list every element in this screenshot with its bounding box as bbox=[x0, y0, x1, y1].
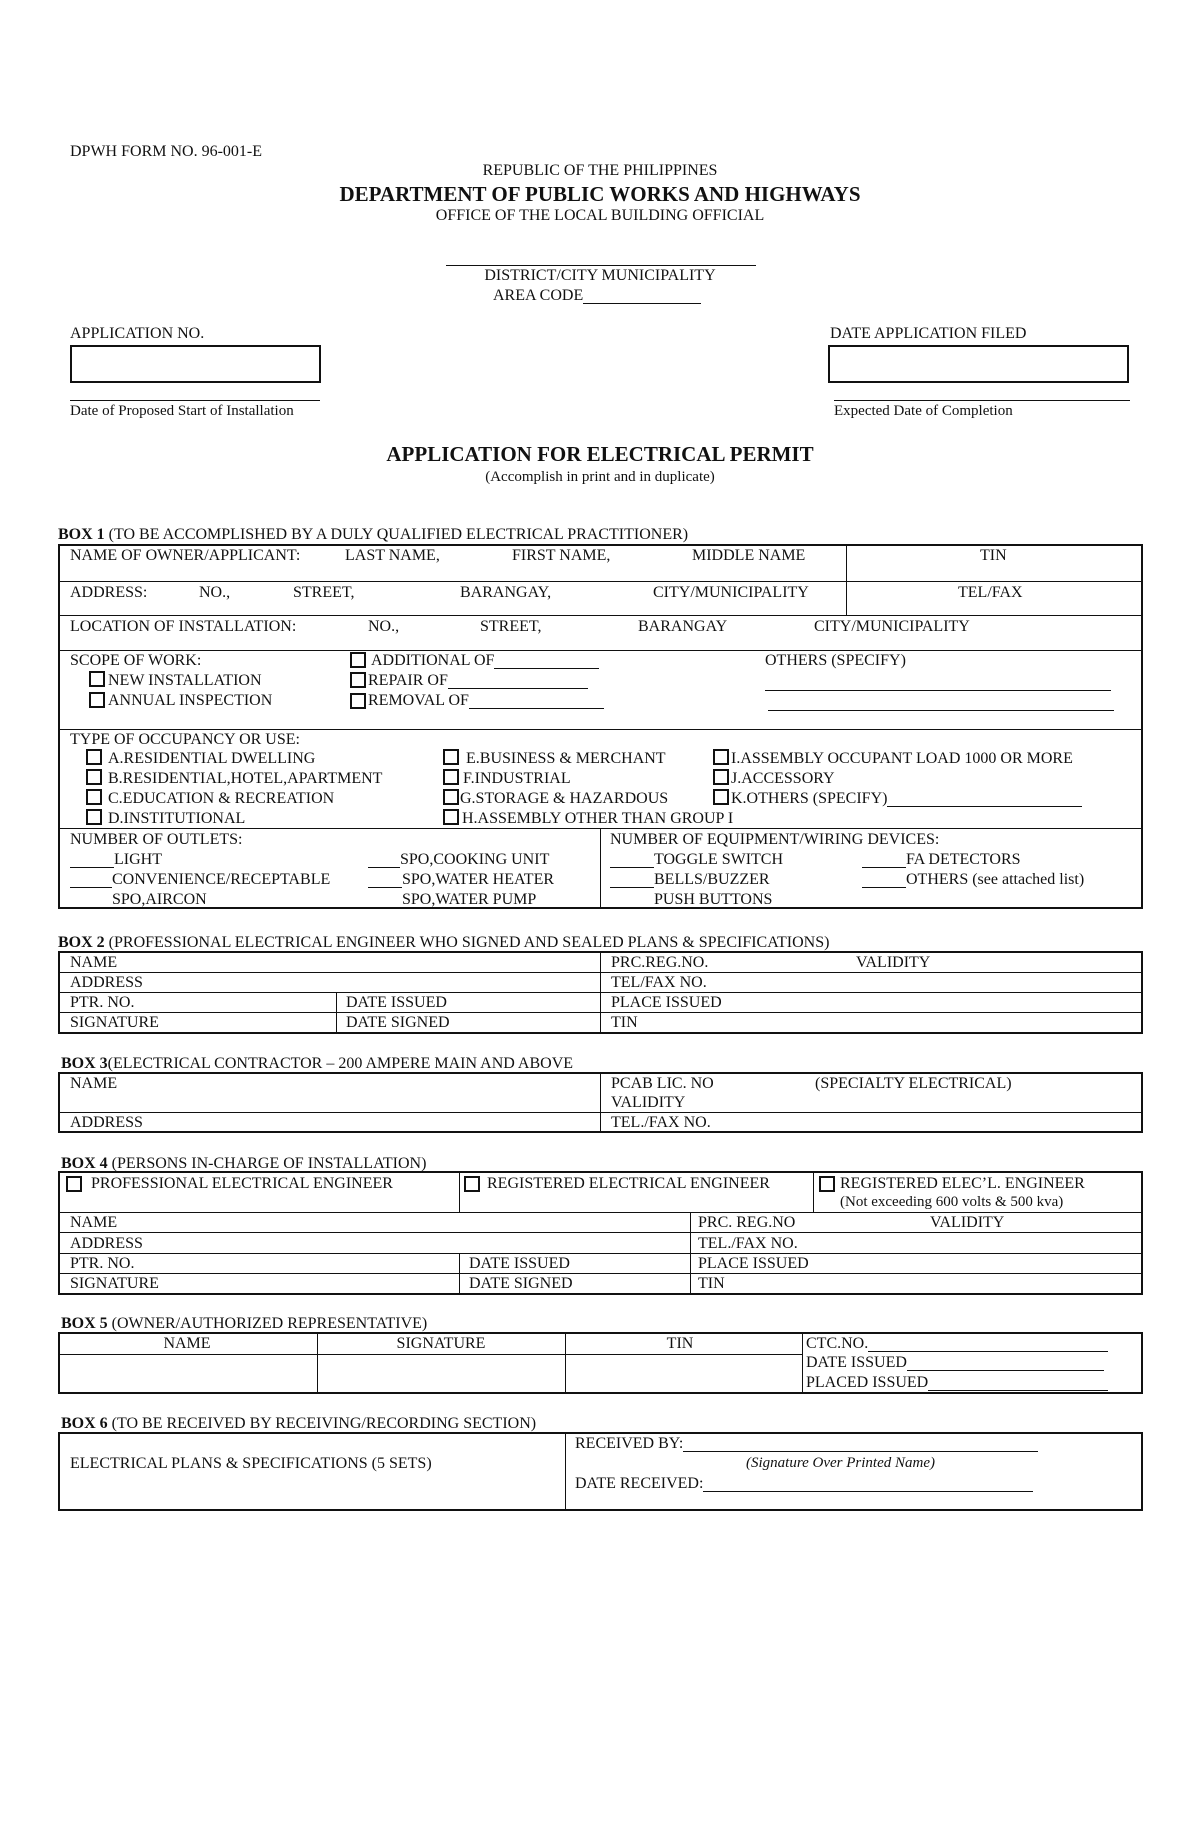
removal-blank[interactable] bbox=[469, 694, 604, 709]
ree2-checkbox[interactable] bbox=[819, 1176, 835, 1192]
box2-validity-label: VALIDITY bbox=[856, 954, 931, 971]
box2-prc-label: PRC.REG.NO. bbox=[611, 954, 709, 971]
occ-h-label: H.ASSEMBLY OTHER THAN GROUP I bbox=[462, 810, 734, 827]
department-title: DEPARTMENT OF PUBLIC WORKS AND HIGHWAYS bbox=[339, 182, 861, 206]
spo-cooking-field[interactable]: SPO,COOKING UNIT bbox=[368, 852, 549, 868]
annual-inspection-label: ANNUAL INSPECTION bbox=[108, 692, 273, 709]
location-city-label: CITY/MUNICIPALITY bbox=[814, 618, 970, 635]
box2-address-label: ADDRESS bbox=[70, 974, 143, 991]
box4-validity-label: VALIDITY bbox=[930, 1214, 1005, 1231]
box5-signature-label: SIGNATURE bbox=[396, 1335, 486, 1352]
box6-plans-label: ELECTRICAL PLANS & SPECIFICATIONS (5 SETS) bbox=[70, 1455, 432, 1472]
occ-f-label: F.INDUSTRIAL bbox=[463, 770, 571, 787]
box4-ptr-label: PTR. NO. bbox=[70, 1255, 135, 1272]
occ-a-checkbox[interactable] bbox=[86, 749, 102, 765]
telfax-label: TEL/FAX bbox=[958, 584, 1023, 601]
last-name-label: LAST NAME, bbox=[345, 547, 440, 564]
pee-label: PROFESSIONAL ELECTRICAL ENGINEER bbox=[91, 1175, 393, 1192]
spo-pump-field[interactable]: SPO,WATER PUMP bbox=[368, 892, 536, 908]
additional-checkbox[interactable] bbox=[350, 652, 366, 668]
repair-blank[interactable] bbox=[448, 674, 588, 689]
outlets-label: NUMBER OF OUTLETS: bbox=[70, 831, 243, 848]
box3-address-label: ADDRESS bbox=[70, 1114, 143, 1131]
occ-k-field[interactable]: K.OTHERS (SPECIFY) bbox=[731, 791, 1082, 807]
occ-k-blank[interactable] bbox=[887, 792, 1082, 807]
box4-signature-label: SIGNATURE bbox=[70, 1275, 159, 1292]
box6-heading: BOX 6 (TO BE RECEIVED BY RECEIVING/RECORDING SECTION) bbox=[61, 1415, 537, 1432]
box2-date-signed-label: DATE SIGNED bbox=[346, 1014, 450, 1031]
others-list-field[interactable]: OTHERS (see attached list) bbox=[862, 872, 1084, 888]
ree-checkbox[interactable] bbox=[464, 1176, 480, 1192]
others-specify-line-2[interactable] bbox=[768, 710, 1114, 711]
occ-f-checkbox[interactable] bbox=[443, 769, 459, 785]
address-label: ADDRESS: bbox=[70, 584, 148, 601]
spo-aircon-field[interactable]: SPO,AIRCON bbox=[70, 892, 207, 908]
box3-heading: BOX 3(ELECTRICAL CONTRACTOR – 200 AMPERE MAIN AND ABOVE bbox=[61, 1055, 574, 1072]
equipment-label: NUMBER OF EQUIPMENT/WIRING DEVICES: bbox=[610, 831, 940, 848]
placed-issued-blank[interactable] bbox=[928, 1376, 1108, 1391]
occ-g-checkbox[interactable] bbox=[443, 789, 459, 805]
start-date-line[interactable] bbox=[70, 400, 320, 401]
area-code-field[interactable] bbox=[493, 288, 701, 304]
ree2-note: (Not exceeding 600 volts & 500 kva) bbox=[840, 1194, 1064, 1210]
occ-d-checkbox[interactable] bbox=[86, 809, 102, 825]
new-installation-label: NEW INSTALLATION bbox=[108, 672, 262, 689]
form-number: DPWH FORM NO. 96-001-E bbox=[70, 143, 262, 160]
box2-heading: BOX 2 (PROFESSIONAL ELECTRICAL ENGINEER WHO SIGNED AND SEALED PLANS & SPECIFICATIONS) bbox=[58, 934, 830, 951]
box3-telfax-label: TEL./FAX NO. bbox=[611, 1114, 711, 1131]
address-barangay-label: BARANGAY, bbox=[460, 584, 552, 601]
ctc-field[interactable]: CTC.NO. bbox=[806, 1336, 1108, 1352]
occ-c-label: C.EDUCATION & RECREATION bbox=[108, 790, 335, 807]
box4-tin-label: TIN bbox=[698, 1275, 725, 1292]
repair-checkbox[interactable] bbox=[350, 672, 366, 688]
box2-name-label: NAME bbox=[70, 954, 118, 971]
box2-signature-label: SIGNATURE bbox=[70, 1014, 159, 1031]
date-received-blank[interactable] bbox=[703, 1477, 1033, 1492]
occ-b-label: B.RESIDENTIAL,HOTEL,APARTMENT bbox=[108, 770, 383, 787]
box2-place-issued-label: PLACE ISSUED bbox=[611, 994, 722, 1011]
box3-validity-label: VALIDITY bbox=[611, 1094, 686, 1111]
convenience-field[interactable]: CONVENIENCE/RECEPTABLE bbox=[70, 872, 330, 888]
light-field[interactable]: LIGHT bbox=[70, 852, 162, 868]
district-label: DISTRICT/CITY MUNICIPALITY bbox=[484, 267, 716, 284]
toggle-field[interactable]: TOGGLE SWITCH bbox=[610, 852, 783, 868]
new-installation-checkbox[interactable] bbox=[89, 671, 105, 687]
completion-date-line[interactable] bbox=[834, 400, 1130, 401]
additional-field[interactable]: ADDITIONAL OF bbox=[371, 653, 599, 669]
date-filed-label: DATE APPLICATION FILED bbox=[830, 325, 1027, 342]
box2-ptr-label: PTR. NO. bbox=[70, 994, 135, 1011]
area-code-label: AREA CODE bbox=[493, 287, 584, 304]
occ-h-checkbox[interactable] bbox=[443, 809, 459, 825]
occ-d-label: D.INSTITUTIONAL bbox=[108, 810, 246, 827]
address-street-label: STREET, bbox=[293, 584, 355, 601]
date-filed-input[interactable] bbox=[828, 345, 1129, 383]
start-date-label: Date of Proposed Start of Installation bbox=[70, 403, 294, 419]
additional-blank[interactable] bbox=[494, 654, 599, 669]
others-specify-label: OTHERS (SPECIFY) bbox=[765, 652, 906, 669]
occ-j-label: J.ACCESSORY bbox=[731, 770, 835, 787]
occ-e-checkbox[interactable] bbox=[443, 749, 459, 765]
placed-issued-field[interactable]: PLACED ISSUED bbox=[806, 1375, 1108, 1391]
repair-field[interactable]: REPAIR OF bbox=[368, 673, 588, 689]
occupancy-label: TYPE OF OCCUPANCY OR USE: bbox=[70, 731, 300, 748]
application-no-input[interactable] bbox=[70, 345, 321, 383]
area-code-blank[interactable] bbox=[583, 289, 701, 304]
box3-pcab-label: PCAB LIC. NO bbox=[611, 1075, 714, 1092]
fa-field[interactable]: FA DETECTORS bbox=[862, 852, 1021, 868]
completion-date-label: Expected Date of Completion bbox=[834, 403, 1013, 419]
box2-date-issued-label: DATE ISSUED bbox=[346, 994, 447, 1011]
occ-i-checkbox[interactable] bbox=[713, 749, 729, 765]
others-specify-line-1[interactable] bbox=[765, 690, 1111, 691]
occ-b-checkbox[interactable] bbox=[86, 769, 102, 785]
scope-label: SCOPE OF WORK: bbox=[70, 652, 202, 669]
application-no-label: APPLICATION NO. bbox=[70, 325, 205, 342]
location-no-label: NO., bbox=[368, 618, 400, 635]
box4-address-label: ADDRESS bbox=[70, 1235, 143, 1252]
box4-name-label: NAME bbox=[70, 1214, 118, 1231]
box4-heading: BOX 4 (PERSONS IN-CHARGE OF INSTALLATION) bbox=[61, 1155, 427, 1172]
box4-prc-label: PRC. REG.NO bbox=[698, 1214, 796, 1231]
box4-date-issued-label: DATE ISSUED bbox=[469, 1255, 570, 1272]
ctc-blank[interactable] bbox=[868, 1337, 1108, 1352]
tin-label: TIN bbox=[980, 547, 1007, 564]
location-label: LOCATION OF INSTALLATION: bbox=[70, 618, 297, 635]
box5-heading: BOX 5 (OWNER/AUTHORIZED REPRESENTATIVE) bbox=[61, 1315, 428, 1332]
box5-name-label: NAME bbox=[163, 1335, 211, 1352]
removal-checkbox[interactable] bbox=[350, 693, 366, 709]
signature-note: (Signature Over Printed Name) bbox=[746, 1455, 935, 1471]
address-city-label: CITY/MUNICIPALITY bbox=[653, 584, 809, 601]
owner-label: NAME OF OWNER/APPLICANT: bbox=[70, 547, 301, 564]
republic-line: REPUBLIC OF THE PHILIPPINES bbox=[482, 162, 718, 179]
location-barangay-label: BARANGAY bbox=[638, 618, 728, 635]
date-received-field[interactable]: DATE RECEIVED: bbox=[575, 1476, 1033, 1492]
box3-specialty-label: (SPECIALTY ELECTRICAL) bbox=[815, 1075, 1012, 1092]
office-line: OFFICE OF THE LOCAL BUILDING OFFICIAL bbox=[435, 207, 765, 224]
push-field[interactable]: PUSH BUTTONS bbox=[610, 892, 772, 908]
bells-field[interactable]: BELLS/BUZZER bbox=[610, 872, 770, 888]
form-title: APPLICATION FOR ELECTRICAL PERMIT bbox=[386, 442, 814, 466]
box2-telfax-label: TEL/FAX NO. bbox=[611, 974, 707, 991]
box5-date-issued-field[interactable]: DATE ISSUED bbox=[806, 1355, 1104, 1371]
pee-checkbox[interactable] bbox=[66, 1176, 82, 1192]
occ-g-label: G.STORAGE & HAZARDOUS bbox=[460, 790, 669, 807]
first-name-label: FIRST NAME, bbox=[512, 547, 611, 564]
box5-tin-label: TIN bbox=[666, 1335, 694, 1352]
occ-e-label: E.BUSINESS & MERCHANT bbox=[466, 750, 666, 767]
box3-name-label: NAME bbox=[70, 1075, 118, 1092]
address-no-label: NO., bbox=[199, 584, 231, 601]
location-street-label: STREET, bbox=[480, 618, 542, 635]
form-subtitle: (Accomplish in print and in duplicate) bbox=[485, 469, 715, 485]
received-by-blank[interactable] bbox=[683, 1437, 1038, 1452]
box1-heading: BOX 1 (TO BE ACCOMPLISHED BY A DULY QUALIFIED ELECTRICAL PRACTITIONER) bbox=[58, 526, 689, 543]
occ-c-checkbox[interactable] bbox=[86, 789, 102, 805]
box4-place-issued-label: PLACE ISSUED bbox=[698, 1255, 809, 1272]
occ-a-label: A.RESIDENTIAL DWELLING bbox=[108, 750, 316, 767]
box2-tin-label: TIN bbox=[611, 1014, 638, 1031]
occ-j-checkbox[interactable] bbox=[713, 769, 729, 785]
box4-telfax-label: TEL./FAX NO. bbox=[698, 1235, 798, 1252]
ree-label: REGISTERED ELECTRICAL ENGINEER bbox=[487, 1175, 770, 1192]
box4-date-signed-label: DATE SIGNED bbox=[469, 1275, 573, 1292]
occ-i-label: I.ASSEMBLY OCCUPANT LOAD 1000 OR MORE bbox=[731, 750, 1073, 767]
box5-date-issued-blank[interactable] bbox=[907, 1356, 1104, 1371]
annual-inspection-checkbox[interactable] bbox=[89, 692, 105, 708]
middle-name-label: MIDDLE NAME bbox=[692, 547, 806, 564]
district-underline bbox=[446, 265, 756, 266]
spo-heater-field[interactable]: SPO,WATER HEATER bbox=[368, 872, 554, 888]
ree2-label: REGISTERED ELEC’L. ENGINEER bbox=[840, 1175, 1085, 1192]
removal-field[interactable]: REMOVAL OF bbox=[368, 693, 604, 709]
occ-k-checkbox[interactable] bbox=[713, 789, 729, 805]
received-by-field[interactable]: RECEIVED BY: bbox=[575, 1436, 1038, 1452]
